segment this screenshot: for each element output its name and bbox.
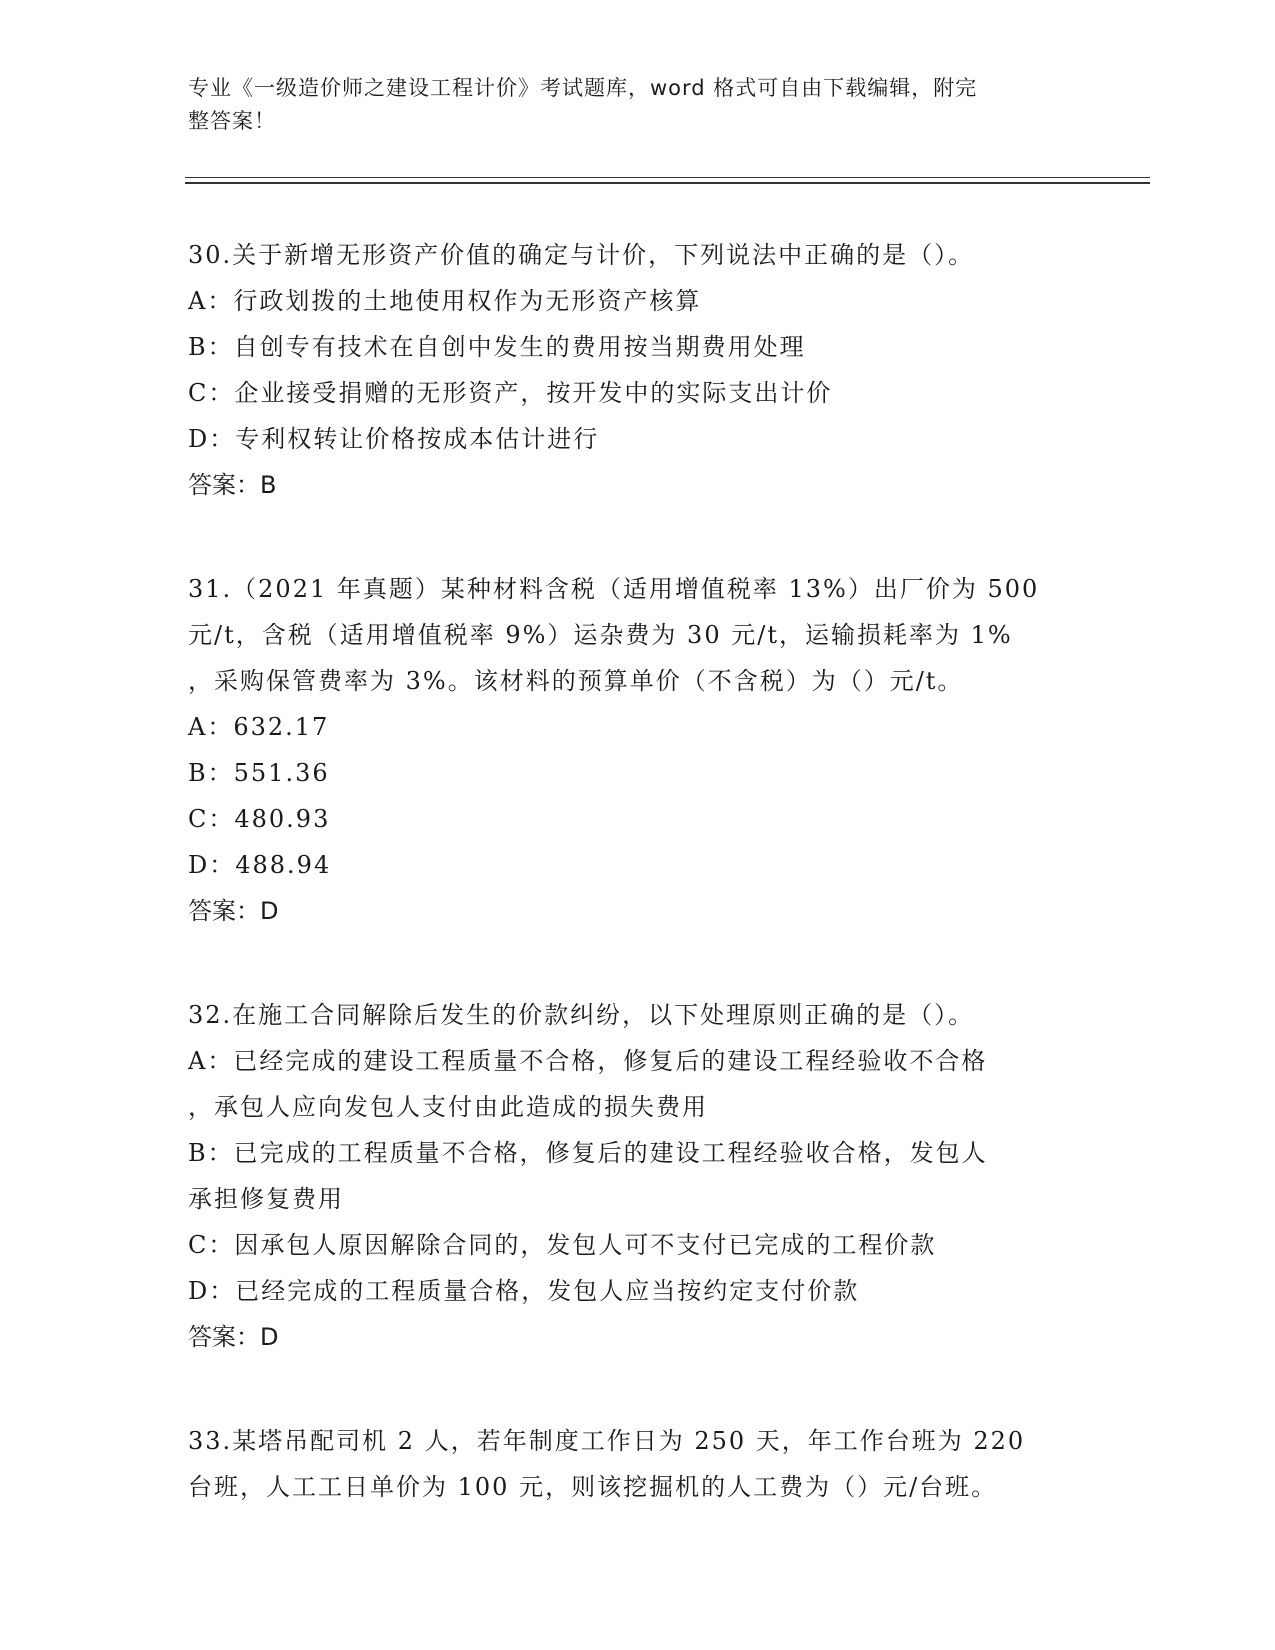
question-block (188, 1418, 1078, 1510)
option-line: 承担修复费用 (188, 1185, 344, 1213)
question-stem-line: 台班，人工工日单价为 100 元，则该挖掘机的人工费为（）元/台班。 (188, 1473, 998, 1501)
option-line: D：已经完成的工程质量合格，发包人应当按约定支付价款 (188, 1277, 860, 1305)
option-line: ，承包人应向发包人支付由此造成的损失费用 (188, 1093, 708, 1121)
answer-line: 答案：D (188, 1323, 279, 1351)
question-block (188, 566, 1078, 934)
question-stem-line: ，采购保管费率为 3%。该材料的预算单价（不含税）为（）元/t。 (188, 667, 964, 695)
option-line: C：480.93 (188, 805, 331, 833)
question-block (188, 992, 1078, 1360)
option-line: D：专利权转让价格按成本估计进行 (188, 425, 600, 453)
question-stem-line: 30.关于新增无形资产价值的确定与计价，下列说法中正确的是（）。 (188, 241, 975, 269)
answer-line: 答案：D (188, 897, 279, 925)
answer-line: 答案：B (188, 471, 277, 499)
question-stem-line: 元/t，含税（适用增值税率 9%）运杂费为 30 元/t，运输损耗率为 1% (188, 621, 1013, 649)
option-line: A：已经完成的建设工程质量不合格，修复后的建设工程经验收不合格 (188, 1047, 988, 1075)
question-list (188, 232, 1078, 1568)
header-line-2: 整答案！ (188, 109, 276, 133)
option-line: B：自创专有技术在自创中发生的费用按当期费用处理 (188, 333, 806, 361)
option-line: A：行政划拨的土地使用权作为无形资产核算 (188, 287, 702, 315)
option-line: A：632.17 (188, 713, 330, 741)
option-line: B：551.36 (188, 759, 330, 787)
question-stem-line: 32.在施工合同解除后发生的价款纠纷，以下处理原则正确的是（）。 (188, 1001, 975, 1029)
question-stem-line: 31.（2021 年真题）某种材料含税（适用增值税率 13%）出厂价为 500 (188, 575, 1040, 603)
header-line-1: 专业《一级造价师之建设工程计价》考试题库，word 格式可自由下载编辑，附完 (188, 76, 978, 100)
question-block (188, 232, 1078, 508)
option-line: B：已完成的工程质量不合格，修复后的建设工程经验收合格，发包人 (188, 1139, 988, 1167)
question-stem-line: 33.某塔吊配司机 2 人，若年制度工作日为 250 天，年工作台班为 220 (188, 1427, 1026, 1455)
option-line: D：488.94 (188, 851, 332, 879)
document-header (188, 72, 1068, 138)
header-divider-thick (185, 182, 1150, 184)
option-line: C：因承包人原因解除合同的，发包人可不支付已完成的工程价款 (188, 1231, 937, 1259)
option-line: C：企业接受捐赠的无形资产，按开发中的实际支出计价 (188, 379, 833, 407)
header-divider-thin (185, 177, 1150, 178)
